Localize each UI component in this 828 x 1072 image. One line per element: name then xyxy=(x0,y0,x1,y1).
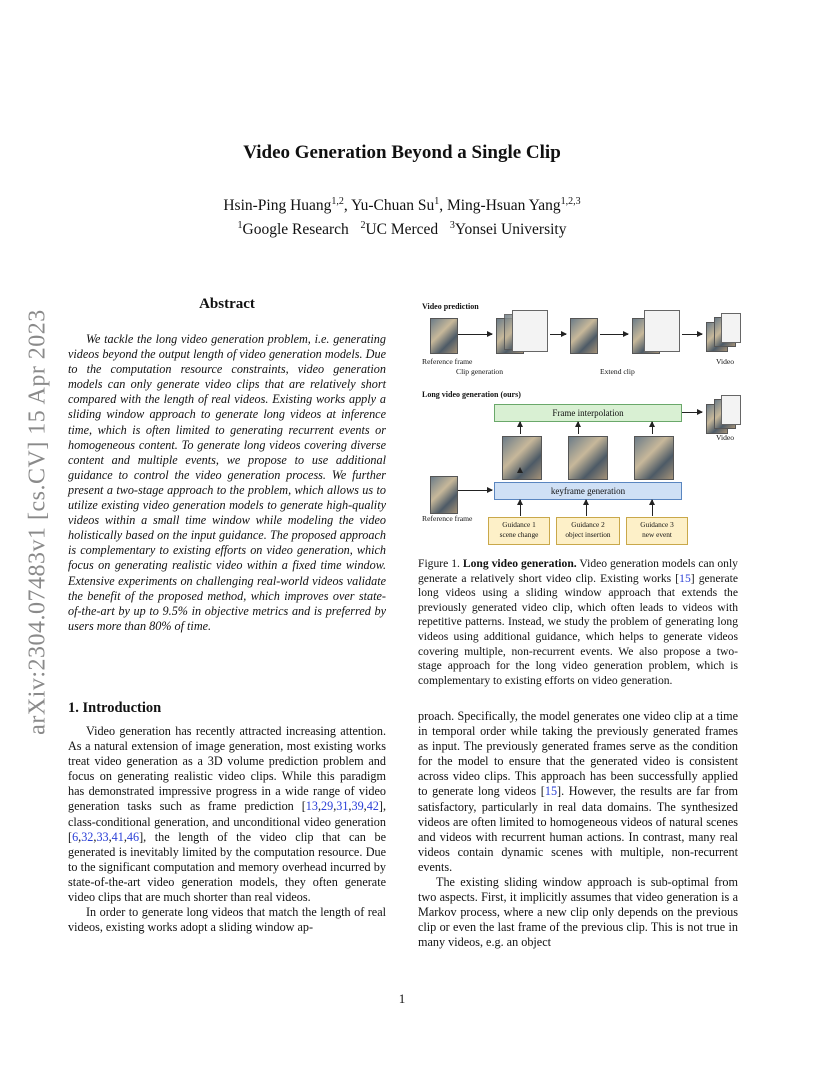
up-arrow-icon xyxy=(586,500,587,516)
guidance-1-box: Guidance 1 scene change xyxy=(488,517,550,545)
video-stack xyxy=(721,395,741,425)
figure-1 xyxy=(418,300,740,546)
abstract-body xyxy=(68,332,386,634)
author-2-sup: 1 xyxy=(434,195,440,207)
arxiv-id: arXiv:2304.07483v1 [cs.CV] 15 Apr 2023 xyxy=(24,309,51,735)
intro-heading: 1. Introduction xyxy=(68,700,162,716)
clip-frame-image xyxy=(570,318,598,354)
fig-video-prediction-label: Video prediction xyxy=(422,302,479,311)
citation-link[interactable]: 13 xyxy=(305,799,318,814)
clip-cube xyxy=(512,310,548,352)
keyframe-image xyxy=(634,436,674,480)
up-arrow-icon xyxy=(578,422,579,434)
affil-2: UC Merced xyxy=(365,221,439,238)
citation-link[interactable]: 6 xyxy=(72,829,79,844)
citation-link[interactable]: 33 xyxy=(96,829,109,844)
guidance-3-box: Guidance 3 new event xyxy=(626,517,688,545)
citation-link[interactable]: 32 xyxy=(81,829,94,844)
citation-link[interactable]: 15 xyxy=(544,784,558,799)
abstract-text: We tackle the long video generation problem, i.e. generating videos beyond the output length of video generation models. Due to the computation resource constraints, video generation models can only generate video clips that are relatively short compared with the length of real videos. Existing works apply a sliding window approach to generate long videos at inference time, which is often limited to generating recurrent events or homogeneous content. To generate long videos covering diverse content and multiple events, we propose to use additional guidance to control the video generation process. We further present a two-stage approach to the problem, which allows us to utilize existing video generation models to generate high-quality videos within a small time window while modeling the video holistically based on the input guidance. The proposed approach is complementary to existing efforts on video generation, which focus on generating realistic video within a fixed time window. Extensive experiments on challenging real-world videos validate the benefit of the proposed method, which improves over state-of-the-art by up to 9.5% in objective metrics and is preferred by users more than 80% of time. xyxy=(68,332,386,633)
fig-reference-frame-label-2: Reference frame xyxy=(422,514,473,523)
keyframe-image xyxy=(568,436,608,480)
fig-clip-generation-label: Clip generation xyxy=(456,367,504,376)
page-number: 1 xyxy=(398,991,406,1006)
affil-1: Google Research xyxy=(242,221,349,238)
up-arrow-icon xyxy=(652,422,653,434)
affil-2-sup: 2 xyxy=(360,219,366,231)
author-1: Hsin-Ping Huang xyxy=(223,197,332,214)
arrow-icon xyxy=(600,334,628,335)
intro-paragraph-1: Video generation has recently attracted increasing attention. As a natural extension of image generation, most existing works treat video generation as a 3D volume prediction problem and focus on generating realistic video clips. While this paradigm has demonstrated impressive progress in a wide range of video generation tasks such as frame prediction [13,29,31,39,42], class-conditional generation, and unconditional video generation [6,32,33,41,46], the length of the video clip that can be generated is inevitably limited by the computation resource. Due to the significant computation and memory overhead incurred by state-of-the-art video generation models, they often generate video clips that are much shorter than real videos. xyxy=(68,724,386,905)
fig-video-label-2: Video xyxy=(716,433,735,442)
up-arrow-icon xyxy=(652,500,653,516)
caption-bold: Long video generation. xyxy=(462,557,577,570)
reference-frame-image xyxy=(430,476,458,514)
arrow-icon xyxy=(458,334,492,335)
affiliation-list xyxy=(0,219,804,241)
affil-3: Yonsei University xyxy=(454,221,567,238)
guidance-2-box: Guidance 2 object insertion xyxy=(556,517,620,545)
video-stack xyxy=(721,313,741,343)
fig-reference-frame-label: Reference frame xyxy=(422,357,473,366)
arrow-icon xyxy=(458,490,492,491)
figure-1-caption: Figure 1. Long video generation. Video generation models can only generate a relatively short video clip. Existing works [15] generate long videos using a sliding window approach that extends the previously generated video clip, which often leads to videos with repetitive patterns. Instead, we study the problem of generating long videos using additional guidance, which helps to generate videos covering multiple, non-recurrent events. We also propose a two-stage approach for the long video generation problem, which is complementary to existing efforts on video generation. xyxy=(418,557,738,687)
fig-extend-clip-label: Extend clip xyxy=(600,367,635,376)
intro-right-column xyxy=(418,709,738,951)
fig-video-label: Video xyxy=(716,357,735,366)
arrow-icon xyxy=(550,334,566,335)
paper-title: Video Generation Beyond a Single Clip xyxy=(243,142,561,163)
up-arrow-icon xyxy=(520,422,521,434)
affil-3-sup: 3 xyxy=(449,219,455,231)
citation-link[interactable]: 41 xyxy=(111,829,124,844)
author-2: Yu-Chuan Su xyxy=(351,197,435,214)
author-list: Hsin-Ping Huang$^{1,2}$, Yu-Chuan Su$^1$, Ming-Hsuan Yang$^{1,2,3}$ xyxy=(223,195,581,214)
citation-link[interactable]: 29 xyxy=(321,799,334,814)
arrow-icon xyxy=(682,334,702,335)
fig-long-video-label: Long video generation (ours) xyxy=(422,390,521,399)
affil-1-sup: 1 xyxy=(237,219,243,231)
citation-link[interactable]: 39 xyxy=(351,799,364,814)
arrow-icon xyxy=(682,412,702,413)
citation-link[interactable]: 31 xyxy=(336,799,349,814)
intro-paragraph-3: proach. Specifically, the model generates one video clip at a time in temporal order while taking the previously generated frames as input. The previously generated frames serve as the condition for the model to ensure that the generated video is consistent across video clips. This approach has been successfully applied to generate long videos [15]. However, the results are far from satisfactory, particularly in real data domains. The synthesized videos are often limited to homogeneous videos of natural scenes and videos with recurrent human actions. In contrast, many real videos contain dynamic scenes with multiple, non-recurrent events. xyxy=(418,709,739,874)
frame-interpolation-block: Frame interpolation xyxy=(494,404,682,422)
keyframe-generation-block: keyframe generation xyxy=(494,482,682,500)
intro-left-column xyxy=(68,724,386,935)
citation-link[interactable]: 42 xyxy=(366,799,379,814)
citation-link[interactable]: 15 xyxy=(679,571,691,585)
keyframe-image xyxy=(502,436,542,480)
author-3-sup: 1,2,3 xyxy=(560,195,581,207)
reference-frame-image xyxy=(430,318,458,354)
arxiv-stamp xyxy=(18,287,58,757)
up-arrow-icon xyxy=(520,500,521,516)
author-3: Ming-Hsuan Yang xyxy=(446,197,561,214)
clip-cube xyxy=(644,310,680,352)
caption-label: Figure 1. xyxy=(418,557,460,570)
intro-paragraph-4: The existing sliding window approach is sub-optimal from two aspects. First, it implicitly assumes that video generation is a Markov process, where a new clip only depends on the previous clip or even the last frame of the previous clip. This is not true in many videos, e.g. an object xyxy=(418,875,738,950)
intro-paragraph-2: In order to generate long videos that match the length of real videos, existing works adopt a sliding window ap- xyxy=(68,905,386,935)
author-1-sup: 1,2 xyxy=(331,195,344,207)
author-block xyxy=(0,195,804,241)
citation-link[interactable]: 46 xyxy=(126,829,140,844)
abstract-heading: Abstract xyxy=(199,296,255,312)
